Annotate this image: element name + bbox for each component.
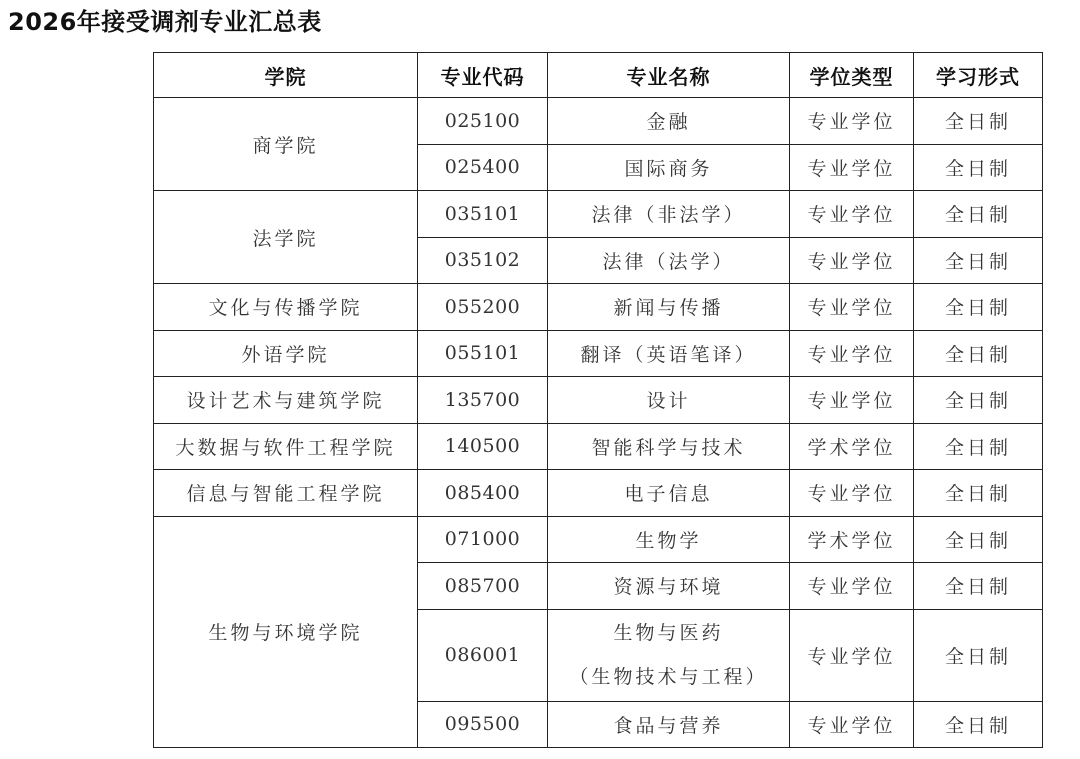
major-code-cell: 085400 — [418, 470, 548, 517]
degree-type-cell: 专业学位 — [790, 563, 914, 610]
degree-type-cell: 专业学位 — [790, 330, 914, 377]
major-code-cell: 095500 — [418, 701, 548, 748]
study-mode-cell: 全日制 — [914, 516, 1043, 563]
study-mode-cell: 全日制 — [914, 377, 1043, 424]
major-code-cell: 071000 — [418, 516, 548, 563]
header-major-name: 专业名称 — [548, 53, 790, 98]
degree-type-cell: 专业学位 — [790, 237, 914, 284]
major-name-cell: 电子信息 — [548, 470, 790, 517]
majors-table — [153, 52, 1043, 748]
college-cell: 法学院 — [154, 191, 418, 284]
major-code-cell: 025100 — [418, 98, 548, 145]
page-title: 2026年接受调剂专业汇总表 — [8, 8, 322, 36]
degree-type-cell: 专业学位 — [790, 98, 914, 145]
header-study-mode: 学习形式 — [914, 53, 1043, 98]
table-row — [154, 191, 1043, 238]
table-row — [154, 516, 1043, 563]
study-mode-cell: 全日制 — [914, 609, 1043, 701]
table-row — [154, 284, 1043, 331]
degree-type-cell: 学术学位 — [790, 423, 914, 470]
major-name-line: 生物与医药 — [613, 622, 724, 644]
table-row — [154, 377, 1043, 424]
major-name-cell: 食品与营养 — [548, 701, 790, 748]
table-row — [154, 423, 1043, 470]
degree-type-cell: 专业学位 — [790, 284, 914, 331]
major-code-cell: 055200 — [418, 284, 548, 331]
study-mode-cell: 全日制 — [914, 98, 1043, 145]
study-mode-cell: 全日制 — [914, 423, 1043, 470]
major-name-cell: 设计 — [548, 377, 790, 424]
header-major-code: 专业代码 — [418, 53, 548, 98]
college-cell: 大数据与软件工程学院 — [154, 423, 418, 470]
study-mode-cell: 全日制 — [914, 330, 1043, 377]
college-cell: 设计艺术与建筑学院 — [154, 377, 418, 424]
major-code-cell: 086001 — [418, 609, 548, 701]
major-name-cell: 智能科学与技术 — [548, 423, 790, 470]
degree-type-cell: 专业学位 — [790, 191, 914, 238]
major-code-cell: 025400 — [418, 144, 548, 191]
table-row — [154, 98, 1043, 145]
header-college: 学院 — [154, 53, 418, 98]
study-mode-cell: 全日制 — [914, 701, 1043, 748]
degree-type-cell: 专业学位 — [790, 377, 914, 424]
study-mode-cell: 全日制 — [914, 144, 1043, 191]
major-code-cell: 085700 — [418, 563, 548, 610]
college-cell: 外语学院 — [154, 330, 418, 377]
major-name-cell: 新闻与传播 — [548, 284, 790, 331]
major-name-cell: 法律（非法学） — [548, 191, 790, 238]
study-mode-cell: 全日制 — [914, 563, 1043, 610]
study-mode-cell: 全日制 — [914, 237, 1043, 284]
study-mode-cell: 全日制 — [914, 470, 1043, 517]
table-header-row — [154, 53, 1043, 98]
major-code-cell: 140500 — [418, 423, 548, 470]
header-degree-type: 学位类型 — [790, 53, 914, 98]
college-cell: 生物与环境学院 — [154, 516, 418, 748]
major-code-cell: 035101 — [418, 191, 548, 238]
major-name-line: （生物技术与工程） — [569, 666, 768, 688]
major-name-cell: 金融 — [548, 98, 790, 145]
college-cell: 文化与传播学院 — [154, 284, 418, 331]
table-row — [154, 330, 1043, 377]
major-name-cell: 法律（法学） — [548, 237, 790, 284]
major-name-cell: 资源与环境 — [548, 563, 790, 610]
college-cell: 商学院 — [154, 98, 418, 191]
study-mode-cell: 全日制 — [914, 284, 1043, 331]
degree-type-cell: 专业学位 — [790, 701, 914, 748]
table-row — [154, 470, 1043, 517]
degree-type-cell: 专业学位 — [790, 609, 914, 701]
major-code-cell: 135700 — [418, 377, 548, 424]
major-code-cell: 055101 — [418, 330, 548, 377]
degree-type-cell: 专业学位 — [790, 470, 914, 517]
major-name-cell: 翻译（英语笔译） — [548, 330, 790, 377]
college-cell: 信息与智能工程学院 — [154, 470, 418, 517]
major-name-cell — [548, 609, 790, 701]
degree-type-cell: 学术学位 — [790, 516, 914, 563]
major-code-cell: 035102 — [418, 237, 548, 284]
degree-type-cell: 专业学位 — [790, 144, 914, 191]
study-mode-cell: 全日制 — [914, 191, 1043, 238]
major-name-cell: 国际商务 — [548, 144, 790, 191]
major-name-cell: 生物学 — [548, 516, 790, 563]
